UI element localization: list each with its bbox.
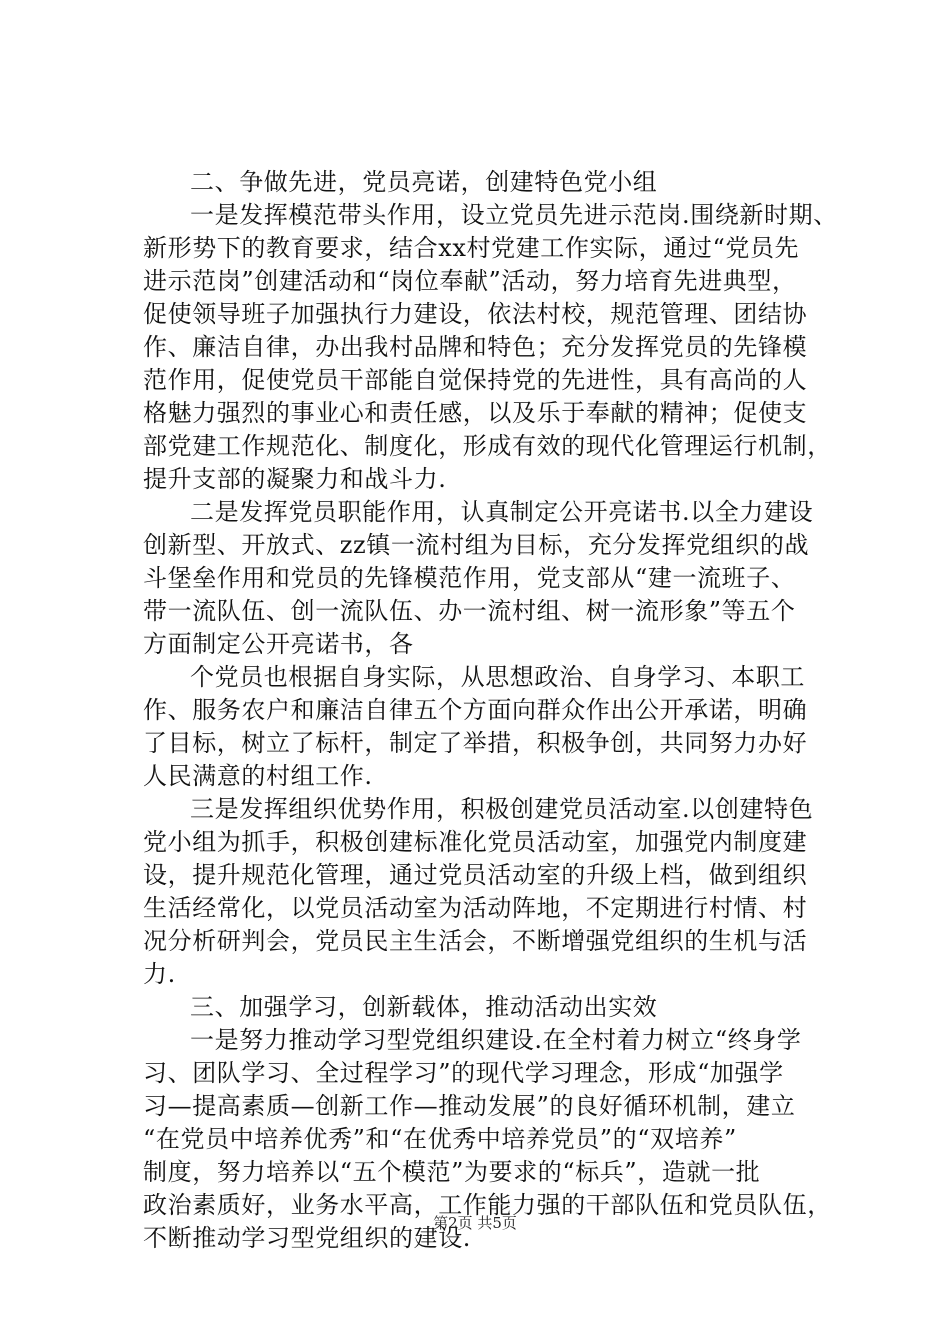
text-line: 新形势下的教育要求，结合xx村党建工作实际，通过“党员先 [143, 234, 800, 262]
text-line: 三是发挥组织优势作用，积极创建党员活动室.以创建特色 [190, 795, 814, 823]
text-line: 部党建工作规范化、制度化，形成有效的现代化管理运行机制， [143, 432, 832, 460]
text-line: 了目标，树立了标杆，制定了举措，积极争创，共同努力办好 [143, 729, 808, 757]
text-line: 进示范岗”创建活动和“岗位奉献”活动，努力培育先进典型， [143, 267, 797, 295]
text-line: 力. [143, 960, 176, 988]
text-line: 制度，努力培养以“五个模范”为要求的“标兵”，造就一批 [143, 1158, 761, 1186]
text-line: 范作用，促使党员干部能自觉保持党的先进性，具有高尚的人 [143, 366, 808, 394]
text-line: 一是发挥模范带头作用，设立党员先进示范岗.围绕新时期、 [190, 201, 838, 229]
text-line: 生活经常化，以党员活动室为活动阵地，不定期进行村情、村 [143, 894, 808, 922]
text-line: 习、团队学习、全过程学习”的现代学习理念，形成“加强学 [143, 1059, 784, 1087]
text-line: “在党员中培养优秀”和“在优秀中培养党员”的“双培养” [143, 1125, 737, 1153]
text-line: 人民满意的村组工作. [143, 762, 373, 790]
text-line: 习—提高素质—创新工作—推动发展”的良好循环机制，建立 [143, 1092, 796, 1120]
text-line: 促使领导班子加强执行力建设，依法村校，规范管理、团结协 [143, 300, 808, 328]
text-line: 政治素质好，业务水平高，工作能力强的干部队伍和党员队伍， [143, 1191, 832, 1219]
text-line: 二是发挥党员职能作用，认真制定公开亮诺书.以全力建设 [190, 498, 814, 526]
text-line: 况分析研判会，党员民主生活会，不断增强党组织的生机与活 [143, 927, 808, 955]
page-footer: 第2页 共5页 [433, 1214, 517, 1232]
text-line: 作、廉洁自律，办出我村品牌和特色；充分发挥党员的先锋模 [143, 333, 808, 361]
text-line: 设，提升规范化管理，通过党员活动室的升级上档，做到组织 [143, 861, 808, 889]
text-line: 党小组为抓手，积极创建标准化党员活动室，加强党内制度建 [143, 828, 808, 856]
text-line: 格魅力强烈的事业心和责任感，以及乐于奉献的精神；促使支 [143, 399, 808, 427]
text-line: 个党员也根据自身实际，从思想政治、自身学习、本职工 [190, 663, 805, 691]
text-line: 斗堡垒作用和党员的先锋模范作用，党支部从“建一流班子、 [143, 564, 796, 592]
text-line: 创新型、开放式、zz镇一流村组为目标，充分发挥党组织的战 [143, 531, 810, 559]
text-line: 作、服务农户和廉洁自律五个方面向群众作出公开承诺，明确 [143, 696, 808, 724]
text-line: 带一流队伍、创一流队伍、办一流村组、树一流形象”等五个 [143, 597, 796, 625]
text-line: 二、争做先进，党员亮诺，创建特色党小组 [190, 168, 658, 196]
text-line: 方面制定公开亮诺书，各 [143, 630, 414, 658]
document-body [143, 166, 843, 1255]
text-line: 一是努力推动学习型党组织建设.在全村着力树立“终身学 [190, 1026, 802, 1054]
text-line: 不断推动学习型党组织的建设. [143, 1224, 472, 1252]
text-line: 三、加强学习，创新载体，推动活动出实效 [190, 993, 658, 1021]
text-line: 提升支部的凝聚力和战斗力. [143, 465, 447, 493]
